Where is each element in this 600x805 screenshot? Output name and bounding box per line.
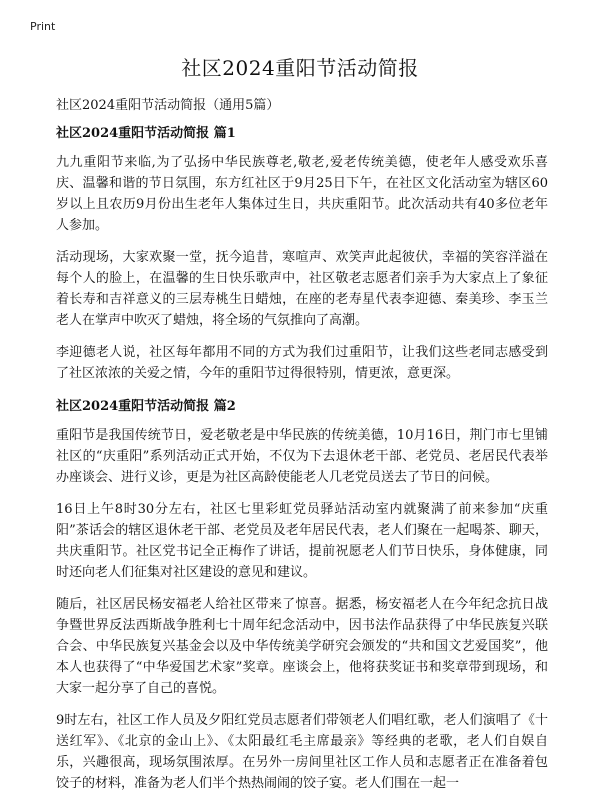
section-heading: 社区2024重阳节活动简报 篇1	[56, 126, 236, 141]
paragraph: 李迎德老人说，社区每年都用不同的方式为我们过重阳节，让我们这些老同志感受到了社区浓浓的关爱之情，今年的重阳节过得很特别，情更浓，意更深。	[56, 345, 548, 381]
paragraph: 16日上午8时30分左右，社区七里彩虹党员驿站活动室内就聚满了前来参加“庆重阳”茶话会的辖区退休老干部、老党员及老年居民代表，老人们聚在一起喝茶、聊天，共庆重阳节。社区党书记全正梅作了讲话，提前祝愿老人们节日快乐，身体健康，同时还向老人们征集对社区建设的意见和建议。	[56, 502, 548, 580]
section-heading: 社区2024重阳节活动简报 篇2	[56, 399, 236, 414]
paragraph: 九九重阳节来临,为了弘扬中华民族尊老,敬老,爱老传统美德，使老年人感受欢乐喜庆、温馨和谐的节日氛围，东方红社区于9月25日下午，在社区文化活动室为辖区60岁以上且农历9月份出生老年人集体过生日，共庆重阳节。此次活动共有40多位老年人参加。	[56, 155, 548, 233]
page-title: 社区2024重阳节活动简报	[181, 56, 419, 80]
paragraph: 重阳节是我国传统节日，爱老敬老是中华民族的传统美德，10月16日，荆门市七里铺社区的“庆重阳”系列活动正式开始，不仅为下去退休老干部、老党员、老居民代表举办座谈会、进行义诊，更是为社区高龄使能老人几老党员送去了节日的问候。	[56, 428, 548, 485]
print-link[interactable]: Print	[30, 20, 56, 33]
paragraph: 活动现场，大家欢聚一堂，抚今追昔，寒喧声、欢笑声此起彼伏，幸福的笑容洋溢在每个人的脸上，在温馨的生日快乐歌声中，社区敬老志愿者们亲手为大家点上了象征着长寿和吉祥意义的三层寿桃生日蜡烛，在座的老寿星代表李迎德、秦美珍、李玉兰老人在掌声中吹灭了蜡烛，将全场的气氛推向了高潮。	[56, 250, 548, 328]
paragraph: 随后，社区居民杨安福老人给社区带来了惊喜。据悉，杨安福老人在今年纪念抗日战争暨世界反法西斯战争胜利七十周年纪念活动中，因书法作品获得了中华民族复兴联合会、中华民族复兴基金会以及中华传统美学研究会颁发的“共和国文艺爱国奖”，他本人也获得了“中华爱国艺术家”奖章。座谈会上，他将获奖证书和奖章带到现场，和大家一起分享了自己的喜悦。	[56, 597, 548, 696]
document-subtitle: 社区2024重阳节活动简报（通用5篇）	[56, 98, 280, 113]
section-1	[56, 122, 548, 384]
paragraph: 9时左右，社区工作人员及夕阳红党员志愿者们带领老人们唱红歌，老人们演唱了《十送红军》、《北京的金山上》、《太阳最红毛主席最亲》等经典的老歌，老人们自娱自乐，兴趣很高，现场氛围浓厚。在另外一房间里社区工作人员和志愿者正在准备着包饺子的材料，准备为老人们半个热热闹闹的饺子宴。老人们围在一起一	[56, 713, 548, 791]
section-2	[56, 395, 548, 794]
document-body	[56, 122, 548, 805]
